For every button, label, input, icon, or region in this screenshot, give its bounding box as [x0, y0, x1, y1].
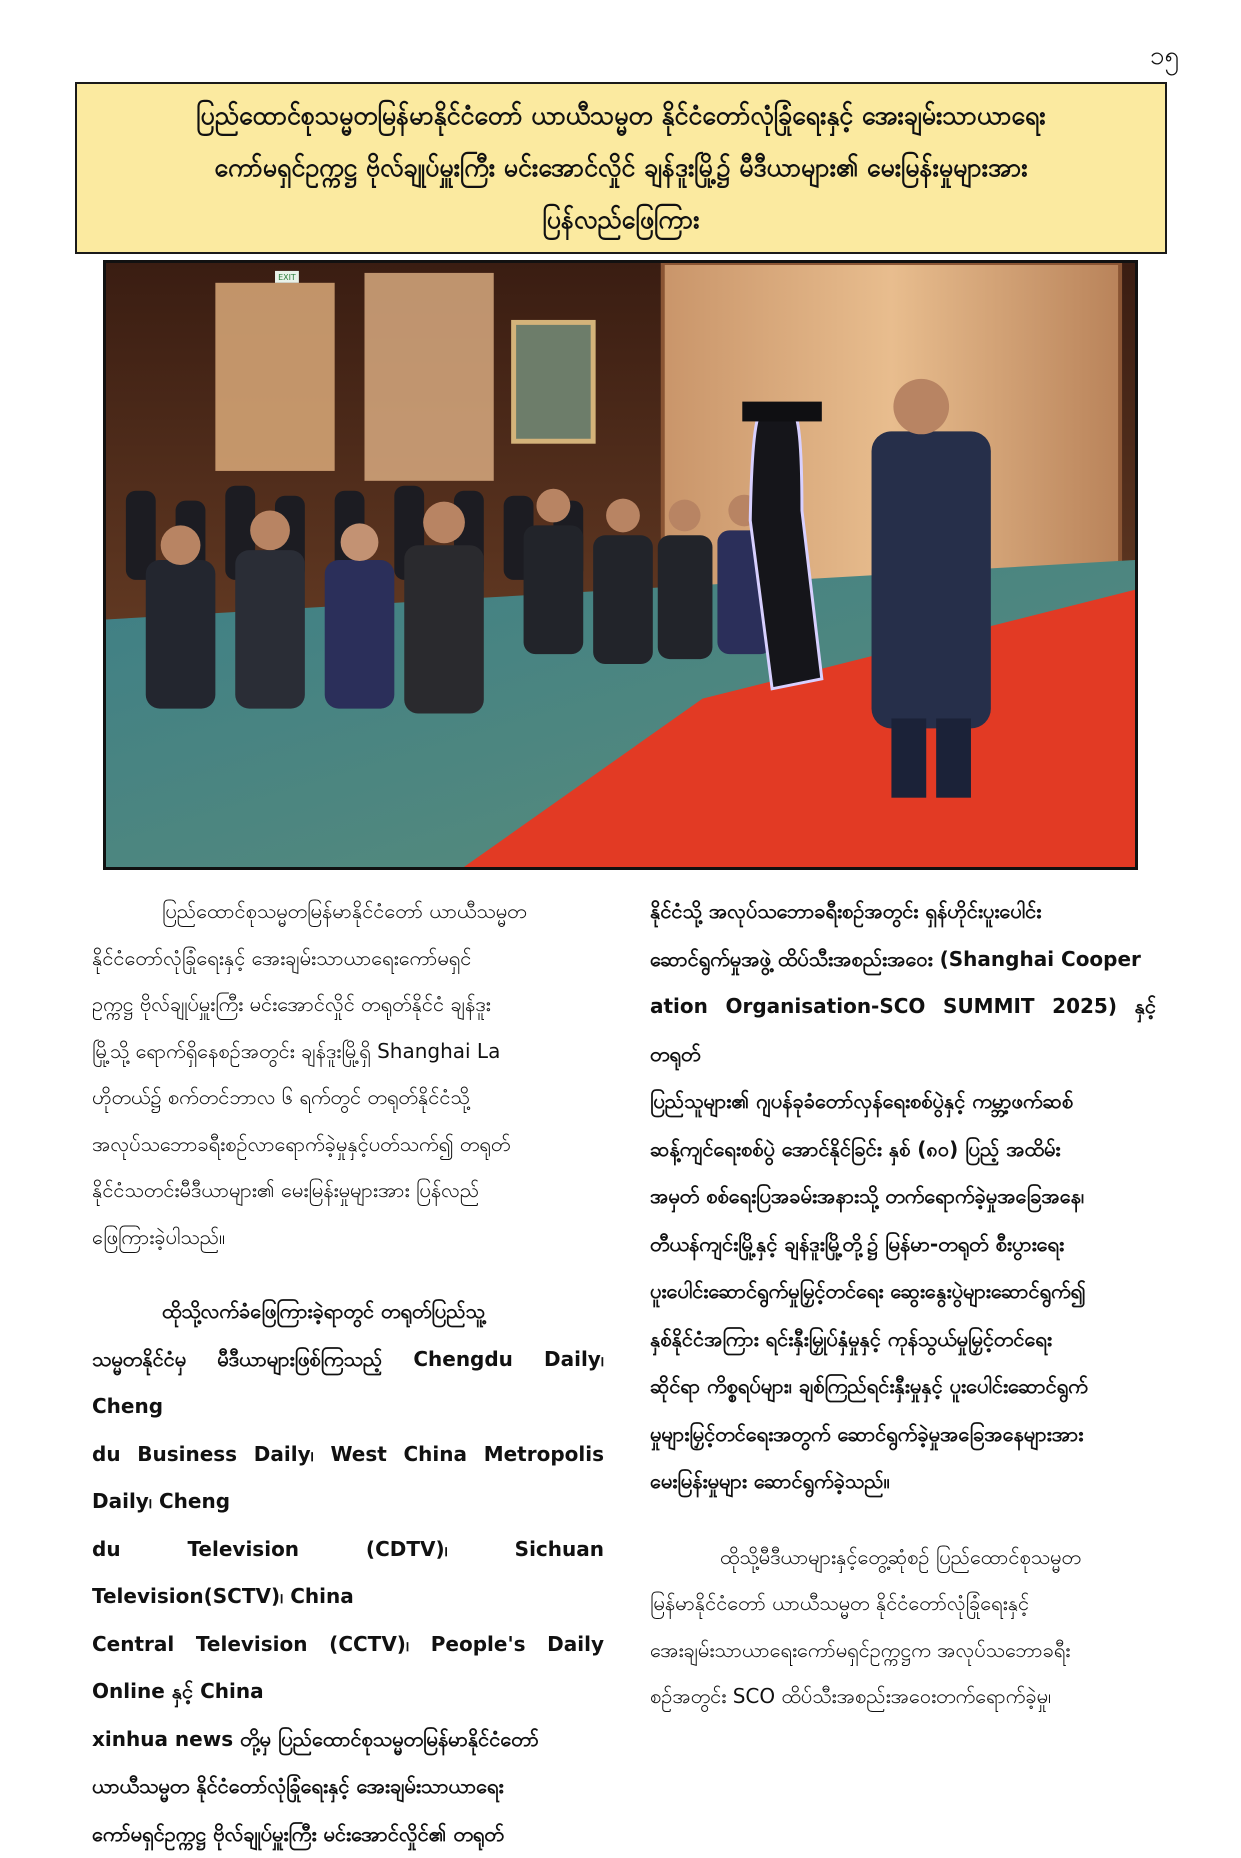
- headline-line-3: ပြန်လည်ဖြေကြား: [542, 205, 700, 234]
- headline-line-1: ပြည်ထောင်စုသမ္မတမြန်မာနိုင်ငံတော် ယာယီသမ္မတ နိုင်ငံတော်လုံခြုံရေးနှင့် အေးချမ်းသာယာရေး: [196, 101, 1046, 130]
- text-line: နိုင်ငံသတင်းမီဒီယာများ၏ မေးမြန်းမှုများအား ပြန်လည်: [92, 1178, 480, 1202]
- text-line: ဆောင်ရွက်မှုအဖွဲ့ ထိပ်သီးအစည်းအဝေး (Shanghai Cooper: [650, 946, 1141, 971]
- text-line: ကော်မရှင်ဥက္ကဋ္ဌ ဗိုလ်ချုပ်မှူးကြီး မင်းအောင်လှိုင်၏ တရုတ်: [92, 1821, 504, 1846]
- text-line: မှုများမြှင့်တင်ရေးအတွက် ဆောင်ရွက်ခဲ့မှုအခြေအနေများအား: [650, 1421, 1084, 1446]
- text-line: သမ္မတနိုင်ငံမှ မီဒီယာများဖြစ်ကြသည့် Chengdu Daily၊ Cheng: [92, 1346, 604, 1418]
- left-paragraph-2: [92, 1288, 604, 1858]
- headline-box: [75, 82, 1167, 254]
- text-line: ထိုသို့လက်ခံဖြေကြားခဲ့ရာတွင် တရုတ်ပြည်သူ့: [162, 1299, 485, 1323]
- page-number: ၁၅: [1149, 41, 1179, 71]
- text-line: ဟိုတယ်၌ စက်တင်ဘာလ ၆ ရက်တွင် တရုတ်နိုင်ငံသို့: [92, 1085, 470, 1109]
- text-line: ation Organisation-SCO SUMMIT 2025) နှင့် တရုတ်: [650, 994, 1156, 1066]
- text-line: du Business Daily၊ West China Metropolis Daily၊ Cheng: [92, 1441, 604, 1513]
- text-line: ဆန့်ကျင်ရေးစစ်ပွဲ အောင်နိုင်ခြင်း နှစ် (၈၀) ပြည့် အထိမ်း: [650, 1136, 1061, 1161]
- left-column: [92, 888, 604, 1858]
- text-line: ပြည်သူများ၏ ဂျပန်ခုခံတော်လှန်ရေးစစ်ပွဲနှင့် ကမ္ဘာ့ဖက်ဆစ်: [650, 1089, 1074, 1113]
- text-line: ဖြေကြားခဲ့ပါသည်။: [92, 1224, 226, 1249]
- text-line: ဥက္ကဋ္ဌ ဗိုလ်ချုပ်မှူးကြီး မင်းအောင်လှိုင် တရုတ်နိုင်ငံ ချန်ဒူး: [92, 992, 491, 1016]
- photo-illustration: [106, 263, 1135, 867]
- text-line: du Television (CDTV)၊ Sichuan Television(SCTV)၊ China: [92, 1536, 604, 1608]
- right-paragraph-2: [650, 1534, 1156, 1720]
- text-line: ဆိုင်ရာ ကိစ္စရပ်များ၊ ချစ်ကြည်ရင်းနှီးမှုနှင့် ပူးပေါင်းဆောင်ရွက်: [650, 1374, 1088, 1398]
- text-line: မြန်မာနိုင်ငံတော် ယာယီသမ္မတ နိုင်ငံတော်လုံခြုံရေးနှင့်: [650, 1591, 1030, 1615]
- text-line: နိုင်ငံတော်လုံခြုံရေးနှင့် အေးချမ်းသာယာရေးကော်မရှင်: [92, 945, 472, 970]
- text-line: ပူးပေါင်းဆောင်ရွက်မှုမြှင့်တင်ရေး ဆွေးနွေးပွဲများဆောင်ရွက်၍: [650, 1279, 1086, 1303]
- text-line: အမှတ် စစ်ရေးပြအခမ်းအနားသို့ တက်ရောက်ခဲ့မှုအခြေအနေ၊: [650, 1184, 1085, 1208]
- text-line: အေးချမ်းသာယာရေးကော်မရှင်ဥက္ကဋ္ဌက အလုပ်သဘောခရီး: [650, 1637, 1071, 1662]
- text-line: အလုပ်သဘောခရီးစဉ်လာရောက်ခဲ့မှုနှင့်ပတ်သက်၍ တရုတ်: [92, 1131, 511, 1156]
- text-line: တီယန်ကျင်းမြို့နှင့် ချန်ဒူးမြို့တို့၌ မြန်မာ-တရုတ် စီးပွားရေး: [650, 1231, 1065, 1256]
- right-column: [650, 888, 1156, 1720]
- exit-sign-label: EXIT: [278, 272, 296, 282]
- text-line: Central Television (CCTV)၊ People's Daily Online နှင့် China: [92, 1631, 604, 1703]
- press-conference-photo: [103, 260, 1138, 870]
- text-line: xinhua news တို့မှ ပြည်ထောင်စုသမ္မတမြန်မာနိုင်ငံတော်: [92, 1726, 539, 1751]
- text-line: နိုင်ငံသို့ အလုပ်သဘောခရီးစဉ်အတွင်း ရှန်ဟိုင်းပူးပေါင်း: [650, 899, 1042, 923]
- right-paragraph-1: [650, 888, 1156, 1506]
- text-line: ယာယီသမ္မတ နိုင်ငံတော်လုံခြုံရေးနှင့် အေးချမ်းသာယာရေး: [92, 1774, 504, 1798]
- text-line: ထိုသို့မီဒီယာများနှင့်တွေ့ဆုံစဉ် ပြည်ထောင်စုသမ္မတ: [720, 1544, 1081, 1569]
- text-line: မေးမြန်းမှုများ ဆောင်ရွက်ခဲ့သည်။: [650, 1469, 890, 1493]
- text-line: ပြည်ထောင်စုသမ္မတမြန်မာနိုင်ငံတော် ယာယီသမ္မတ: [162, 899, 527, 923]
- left-paragraph-1: [92, 888, 604, 1260]
- text-line: မြို့သို့ ရောက်ရှိနေစဉ်အတွင်း ချန်ဒူးမြို့ရှိ Shanghai La: [92, 1038, 501, 1063]
- headline-line-2: ကော်မရှင်ဥက္ကဋ္ဌ ဗိုလ်ချုပ်မှူးကြီး မင်းအောင်လှိုင် ချန်ဒူးမြို့၌ မီဒီယာများ၏ မေးမြန်းမှုများအား: [214, 153, 1028, 182]
- text-line: စဉ်အတွင်း SCO ထိပ်သီးအစည်းအဝေးတက်ရောက်ခဲ့မှု၊: [650, 1684, 1052, 1708]
- text-line: နှစ်နိုင်ငံအကြား ရင်းနှီးမြှုပ်နှံမှုနှင့် ကုန်သွယ်မှုမြှင့်တင်ရေး: [650, 1326, 1052, 1351]
